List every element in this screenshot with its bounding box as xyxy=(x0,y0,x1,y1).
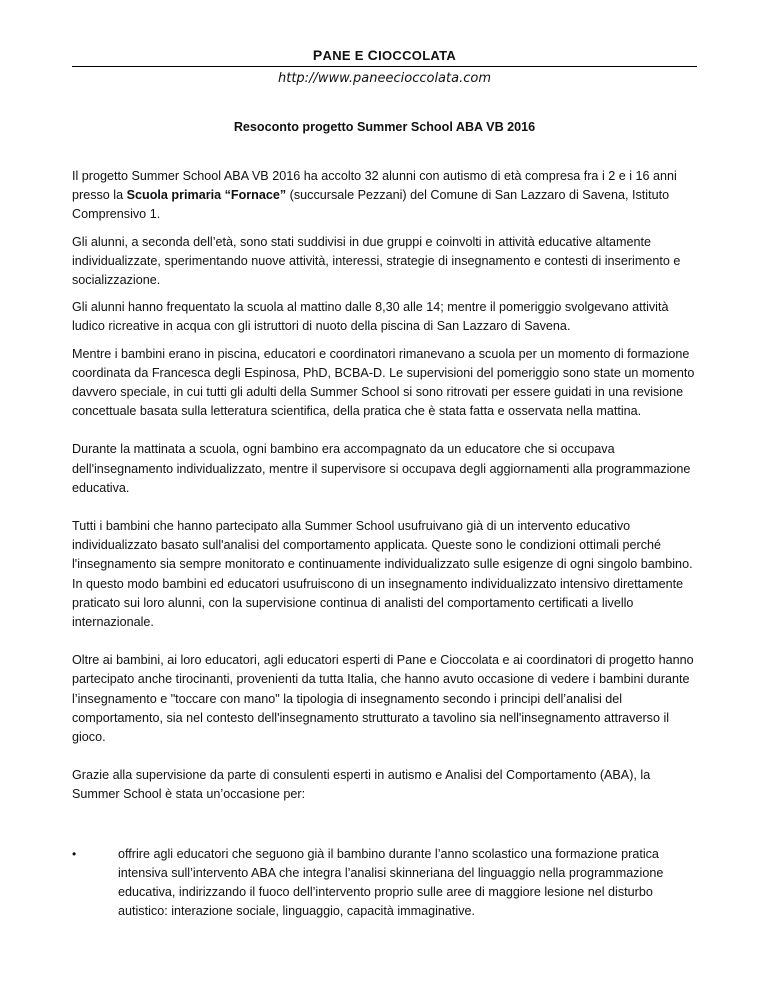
paragraph-2: Gli alunni, a seconda dell’età, sono stati suddivisi in due gruppi e coinvolti in attività educative altamente individualizzate, sperimentando nuove attività, interessi, strategie di insegnamento e contesti di inserimento e socializzazione. xyxy=(72,234,681,288)
paragraph-5: Durante la mattinata a scuola, ogni bambino era accompagnato da un educatore che si occupava dell'insegnamento individualizzato, mentre il supervisore si occupava degli aggiornamenti alla programmazione educativa. xyxy=(72,442,691,495)
paragraph-7: Oltre ai bambini, ai loro educatori, agli educatori esperti di Pane e Cioccolata e ai coordinatori di progetto hanno partecipato anche tirocinanti, provenienti da tutta Italia, che hanno avuto occasione di vedere i bambini durante l’insegnamento e "toccare con mano" la tipologia di insegnamento secondo i principi dell’analisi del comportamento, sia nel contesto dell'insegnamento strutturato a tavolino sia nell'insegnamento attraverso il gioco. xyxy=(72,653,694,745)
brand-text-ane: ANE xyxy=(322,48,351,63)
header-brand xyxy=(72,47,697,63)
paragraph-4: Mentre i bambini erano in piscina, educatori e coordinatori rimanevano a scuola per un momento di formazione coordinata da Francesca degli Espinosa, PhD, BCBA-D. Le supervisioni del pomeriggio sono state un momento davvero speciale, in cui tutti gli adulti della Summer School si sono ritrovati per essere guidati in una revisione concettuale basata sulla letteratura scientifica, della pratica che è stata fatta e osservata nella mattina. xyxy=(72,346,695,419)
bullet-item-1: offrire agli educatori che seguono già il bambino durante l’anno scolastico una formazione pratica intensiva sull’intervento ABA che integra l’analisi skinneriana del linguaggio nella programmazione educativa, indirizzando il fuoco dell’intervento proprio sulle aree di maggiore lesione nel disturbo autistico: interazione sociale, linguaggio, capacità immaginative. xyxy=(118,846,664,919)
brand-text-e: E xyxy=(350,48,368,63)
paragraph-8: Grazie alla supervisione da parte di consulenti esperti in autismo e Analisi del Comportamento (ABA), la Summer School è stata un’occasione per: xyxy=(72,768,651,802)
document-title: Resoconto progetto Summer School ABA VB 2016 xyxy=(233,120,536,134)
paragraph-1-text-a: Il progetto Summer School ABA VB 2016 ha accolto 32 alunni con autismo di età compresa fra i 2 e i 16 anni presso la xyxy=(72,169,677,203)
bullet-list xyxy=(72,845,697,922)
paragraph-3: Gli alunni hanno frequentato la scuola al mattino dalle 8,30 alle 14; mentre il pomeriggio svolgevano attività ludico ricreative in acqua con gli istruttori di nuoto della piscina di San Lazzaro di Savena. xyxy=(72,300,669,334)
bullet-dot-icon: • xyxy=(72,846,77,861)
paragraph-1-text-b: (succursale Pezzani) del Comune di San Lazzaro di Savena, Istituto Comprensivo 1. xyxy=(72,188,670,222)
header-divider xyxy=(72,66,697,67)
paragraph-6: Tutti i bambini che hanno partecipato alla Summer School usufruivano già di un intervento educativo individualizzato basato sull'analisi del comportamento applicata. Queste sono le condizioni ottimali perché l'insegnamento sia sempre monitorato e continuamente individualizzato sulle esigenze di ogni singolo bambino. In questo modo bambini ed educatori usufruiscono di un insegnamento individualizzato intensivo direttamente praticato sui loro alunni, con la supervisione continua di analisti del comportamento certificati a livello internazionale. xyxy=(72,519,693,630)
brand-initial-p: P xyxy=(312,47,323,63)
school-name: Scuola primaria “Fornace” xyxy=(126,188,287,203)
paragraph-1 xyxy=(72,167,697,225)
brand-initial-c: C xyxy=(367,47,379,63)
brand-text-ioccolata: IOCCOLATA xyxy=(378,48,457,63)
header-url[interactable]: http://www.paneecioccolata.com xyxy=(278,71,491,86)
document-page xyxy=(72,0,697,922)
